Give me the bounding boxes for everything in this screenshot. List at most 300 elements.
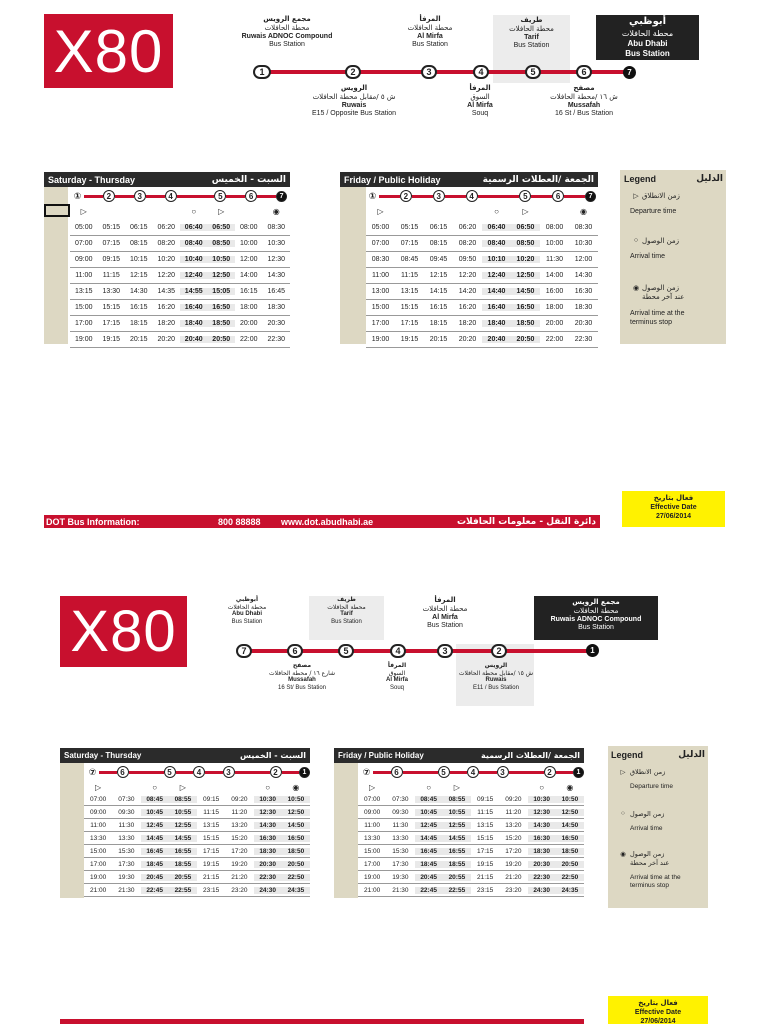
- stop-circle-5: 5: [525, 65, 541, 79]
- footer-bar-2: [60, 1019, 584, 1024]
- time-cell: 20:50: [511, 336, 540, 343]
- departure-icon: ▷: [620, 769, 626, 776]
- time-cell: 13:30: [392, 834, 409, 842]
- mini-stop: 1: [299, 767, 310, 778]
- stop-circle-1: 1: [253, 65, 271, 79]
- time-cell: 18:40: [482, 320, 511, 327]
- stop-circle-6: 6: [576, 65, 592, 79]
- time-cell: 16:30: [254, 835, 282, 842]
- stop-label-tarif: طريف محطة الحافلات Tarif Bus Station: [493, 15, 570, 83]
- time-cell: 10:30: [267, 240, 286, 247]
- time-cell: 20:45: [415, 874, 443, 881]
- table-row: [84, 845, 310, 858]
- legend-2: [608, 746, 708, 908]
- stop-circle-3: 3: [421, 65, 437, 79]
- time-cell: 10:50: [556, 796, 584, 803]
- legend-item-arrival: ○ زمن الوصول Arrival time: [616, 810, 664, 834]
- time-cell: 13:20: [231, 821, 248, 829]
- timetable-friday-holiday-2: [334, 748, 584, 898]
- time-cell: 08:30: [574, 224, 593, 231]
- table-row: [358, 884, 584, 897]
- table-row: [366, 332, 598, 348]
- time-cell: 21:00: [363, 886, 381, 894]
- time-cell: 16:20: [458, 304, 477, 311]
- time-cell: 19:15: [400, 336, 419, 343]
- legend-item-terminus: ◉ زمن الوصول عند آخر محطة Arrival time at the terminus stop: [630, 284, 685, 327]
- mini-stop: 5: [214, 190, 226, 202]
- time-cell: 13:30: [89, 834, 107, 842]
- mini-stop: 1: [573, 767, 584, 778]
- time-cell: 23:15: [476, 886, 494, 894]
- time-cell: 06:20: [458, 224, 477, 231]
- time-cell: 14:20: [458, 288, 477, 295]
- time-cell: 21:20: [231, 873, 248, 881]
- table-row: [358, 793, 584, 806]
- time-cell: 14:50: [556, 822, 584, 829]
- time-cell: 20:15: [429, 336, 448, 343]
- time-cell: 20:30: [254, 861, 282, 868]
- time-cell: 10:15: [129, 256, 148, 263]
- time-cell: 12:50: [282, 809, 310, 816]
- time-cell: 10:30: [528, 796, 556, 803]
- time-cell: 06:20: [157, 224, 176, 231]
- time-cell: 16:40: [180, 304, 208, 311]
- time-cell: 12:50: [208, 272, 236, 279]
- stop-label-ruwais-adnoc: مجمع الرويس محطة الحافلات Ruwais ADNOC Compound Bus Station: [241, 15, 333, 49]
- table-row: [366, 268, 598, 284]
- time-cell: 24:30: [528, 887, 556, 894]
- legend-item-departure: ▷ زمن الانطلاق Departure time: [630, 192, 680, 216]
- time-cell: 05:00: [74, 224, 93, 231]
- time-cell: 14:55: [443, 835, 471, 842]
- time-cell: 09:30: [392, 808, 409, 816]
- mini-stop: 3: [433, 190, 445, 202]
- footer-phone: 800 88888: [218, 516, 261, 527]
- time-cell: 22:50: [282, 874, 310, 881]
- time-cell: 18:20: [458, 320, 477, 327]
- time-cell: 18:50: [282, 848, 310, 855]
- time-cell: 06:50: [208, 224, 236, 231]
- time-cell: 20:20: [157, 336, 176, 343]
- time-cell: 07:30: [392, 795, 409, 803]
- table-row: [84, 858, 310, 871]
- time-cell: 08:30: [267, 224, 286, 231]
- timetable-header: Saturday - Thursday السبت - الخميس: [44, 172, 290, 187]
- timetable-friday-holiday: [340, 172, 598, 344]
- stop-circle-4-2: 4: [390, 644, 406, 658]
- time-cell: 17:30: [118, 860, 135, 868]
- timetable-rows: [366, 220, 598, 348]
- route-line: [262, 70, 630, 74]
- time-cell: 22:50: [556, 874, 584, 881]
- time-cell: 18:15: [129, 320, 148, 327]
- time-cell: 17:15: [102, 320, 121, 327]
- table-row: [70, 332, 290, 348]
- stop-label-ruwais-2: الرويس ش ١٥ /مقابل محطة الحافلات Ruwais E11 / Bus Station: [458, 662, 534, 691]
- time-cell: 08:00: [545, 224, 564, 231]
- legend-title-ar: الدليل: [696, 174, 723, 184]
- stop-circle-4: 4: [473, 65, 489, 79]
- time-cell: 17:20: [231, 847, 248, 855]
- time-cell: 09:15: [102, 256, 121, 263]
- time-cell: 14:50: [282, 822, 310, 829]
- arrival-icon: ○: [621, 810, 625, 817]
- stop-sequence: [71, 189, 287, 203]
- table-row: [366, 300, 598, 316]
- time-cell: 08:55: [443, 796, 471, 803]
- time-cell: 23:20: [231, 886, 248, 894]
- footer-bar: [44, 515, 600, 528]
- timetable-rows: [358, 793, 584, 897]
- time-cell: 08:20: [458, 240, 477, 247]
- time-cell: 10:10: [482, 256, 511, 263]
- legend-item-terminus: ◉ زمن الوصول عند آخر محطة Arrival time at the terminus stop: [616, 850, 681, 891]
- time-cell: 16:30: [574, 288, 593, 295]
- time-cell: 09:00: [363, 808, 381, 816]
- mini-stop: 5: [164, 766, 176, 778]
- mini-stop: ①: [73, 190, 82, 201]
- time-cell: 20:50: [556, 861, 584, 868]
- stop-circle-7-2: 7: [236, 644, 252, 658]
- stop-label-mirfa-souq-2: المرفأ السوق Al Mirfa Souq: [385, 662, 408, 691]
- time-cell: 11:00: [364, 821, 381, 829]
- time-cell: 18:45: [415, 861, 443, 868]
- time-cell: 05:15: [102, 224, 121, 231]
- time-cell: 17:15: [202, 847, 220, 855]
- time-cell: 19:00: [74, 336, 93, 343]
- table-row: [366, 220, 598, 236]
- time-cell: 12:20: [157, 272, 176, 279]
- time-cell: 15:30: [392, 847, 409, 855]
- time-cell: 13:15: [202, 821, 220, 829]
- time-cell: 06:50: [511, 224, 540, 231]
- time-cell: 15:15: [400, 304, 419, 311]
- time-cell: 09:50: [458, 256, 477, 263]
- time-cell: 10:20: [157, 256, 176, 263]
- time-cell: 14:45: [415, 835, 443, 842]
- time-cell: 07:30: [118, 795, 135, 803]
- timetable-saturday-thursday: [44, 172, 290, 344]
- table-row: [366, 284, 598, 300]
- time-cell: 08:55: [169, 796, 197, 803]
- mini-stop: 2: [270, 766, 282, 778]
- table-row: [358, 871, 584, 884]
- mini-stop: 6: [117, 766, 129, 778]
- time-cell: 10:55: [169, 809, 197, 816]
- time-cell: 15:15: [202, 834, 220, 842]
- time-cell: 11:20: [505, 808, 522, 816]
- time-cell: 08:15: [429, 240, 448, 247]
- table-row: [84, 884, 310, 897]
- time-cell: 15:00: [74, 304, 93, 311]
- time-cell: 14:45: [141, 835, 169, 842]
- time-cell: 18:50: [556, 848, 584, 855]
- table-row: [84, 819, 310, 832]
- terminus-icon: ◉: [632, 285, 640, 292]
- time-cell: 11:30: [118, 821, 135, 829]
- stop-label-ruwais: الرويس ش ٥ /مقابل محطة الحافلات Ruwais E15 / Opposite Bus Station: [311, 84, 397, 118]
- stop-circle-2-2: 2: [491, 644, 507, 658]
- time-cell: 12:45: [141, 822, 169, 829]
- time-cell: 06:40: [180, 224, 208, 231]
- time-cell: 14:00: [239, 272, 258, 279]
- time-cell: 09:45: [429, 256, 448, 263]
- timetable-header: Saturday - Thursday السبت - الخميس: [60, 748, 310, 763]
- time-cell: 20:00: [239, 320, 258, 327]
- time-cell: 09:20: [505, 795, 522, 803]
- time-cell: 15:30: [118, 847, 135, 855]
- time-cell: 13:15: [74, 288, 93, 295]
- time-cell: 19:15: [202, 860, 220, 868]
- time-cell: 08:45: [141, 796, 169, 803]
- stop-label-ruwais-adnoc-2: مجمع الرويس محطة الحافلات Ruwais ADNOC Compound Bus Station: [534, 596, 658, 640]
- mini-stop: 2: [103, 190, 115, 202]
- arrival-icon: ○: [633, 237, 639, 244]
- stop-label-abu-dhabi: أبوظبي محطة الحافلات Abu Dhabi Bus Station: [596, 15, 699, 60]
- time-cell: 22:55: [443, 887, 471, 894]
- time-cell: 11:30: [392, 821, 409, 829]
- time-cell: 10:30: [254, 796, 282, 803]
- time-cell: 07:00: [89, 795, 107, 803]
- time-cell: 22:30: [254, 874, 282, 881]
- time-cell: 18:00: [545, 304, 564, 311]
- time-cell: 20:30: [267, 320, 286, 327]
- table-row: [70, 220, 290, 236]
- time-cell: 13:30: [118, 834, 135, 842]
- time-cell: 21:20: [505, 873, 522, 881]
- time-cell: 16:40: [482, 304, 511, 311]
- time-cell: 08:45: [400, 256, 419, 263]
- time-cell: 08:45: [415, 796, 443, 803]
- time-cell: 15:00: [89, 847, 107, 855]
- stop-circle-5-2: 5: [338, 644, 354, 658]
- time-cell: 18:45: [141, 861, 169, 868]
- time-cell: 21:15: [476, 873, 494, 881]
- time-cell: 17:00: [363, 860, 381, 868]
- time-cell: 22:45: [141, 887, 169, 894]
- footer-url: www.dot.abudhabi.ae: [281, 516, 374, 527]
- time-cell: 08:40: [482, 240, 511, 247]
- time-cell: 11:00: [75, 272, 93, 279]
- time-cell: 13:20: [505, 821, 522, 829]
- mini-stop: 7: [276, 191, 287, 202]
- time-cell: 20:30: [574, 320, 593, 327]
- table-row: [70, 268, 290, 284]
- time-cell: 11:30: [546, 256, 563, 263]
- time-cell: 14:15: [429, 288, 448, 295]
- stop-circle-6-2: 6: [287, 644, 303, 658]
- time-cell: 06:15: [129, 224, 148, 231]
- mini-stop: 2: [400, 190, 412, 202]
- departure-icon: ▷: [633, 193, 639, 200]
- time-cell: 07:15: [102, 240, 121, 247]
- route-badge: X80: [44, 14, 173, 88]
- time-cell: 18:40: [180, 320, 208, 327]
- terminus-icon: ◉: [620, 851, 626, 858]
- time-cell: 24:35: [556, 887, 584, 894]
- time-cell: 12:30: [254, 809, 282, 816]
- time-cell: 12:50: [511, 272, 540, 279]
- legend-item-arrival: ○ زمن الوصول Arrival time: [630, 237, 680, 261]
- legend-title-ar: الدليل: [678, 750, 705, 760]
- legend-title: Legend: [611, 750, 644, 760]
- time-cell: 20:20: [458, 336, 477, 343]
- time-cell: 13:15: [476, 821, 494, 829]
- stop-label-al-mirfa-2: المرفأ محطة الحافلات Al Mirfa Bus Station: [422, 596, 468, 630]
- time-cell: 15:00: [363, 847, 381, 855]
- time-cell: 23:15: [202, 886, 220, 894]
- time-cell: 08:20: [157, 240, 176, 247]
- mini-stop: 3: [497, 766, 509, 778]
- effective-date-box-2: فعال بتاريخ Effective Date 27/06/2014: [608, 996, 708, 1024]
- symbol-row: ▷ ○ ▷ ◉: [377, 207, 587, 216]
- time-cell: 20:40: [482, 336, 511, 343]
- time-cell: 18:00: [239, 304, 258, 311]
- time-cell: 23:20: [505, 886, 522, 894]
- mini-stop: ①: [368, 190, 377, 201]
- time-cell: 18:55: [443, 861, 471, 868]
- time-cell: 14:30: [129, 288, 148, 295]
- time-cell: 16:45: [141, 848, 169, 855]
- time-cell: 14:55: [180, 288, 208, 295]
- time-cell: 18:55: [169, 861, 197, 868]
- time-cell: 12:55: [169, 822, 197, 829]
- time-cell: 12:40: [482, 272, 511, 279]
- timetable-rows: [84, 793, 310, 897]
- mini-stop: 5: [438, 766, 450, 778]
- timetable-saturday-thursday-2: [60, 748, 310, 898]
- time-cell: 20:50: [282, 861, 310, 868]
- time-cell: 15:05: [208, 288, 236, 295]
- table-row: [70, 236, 290, 252]
- time-cell: 16:55: [443, 848, 471, 855]
- time-cell: 21:00: [89, 886, 107, 894]
- symbol-row: ▷ ○ ▷ ○ ◉: [369, 783, 574, 792]
- time-cell: 10:45: [415, 809, 443, 816]
- time-cell: 19:15: [476, 860, 494, 868]
- time-cell: 09:00: [74, 256, 93, 263]
- time-cell: 24:30: [254, 887, 282, 894]
- time-cell: 16:15: [429, 304, 448, 311]
- time-cell: 12:00: [239, 256, 258, 263]
- time-cell: 16:15: [239, 288, 258, 295]
- time-cell: 09:30: [118, 808, 135, 816]
- time-cell: 14:00: [545, 272, 564, 279]
- time-cell: 16:20: [157, 304, 176, 311]
- stop-label-mussafah: مصفح ش ١٦ /محطة الحافلات Mussafah 16 St / Bus Station: [550, 84, 618, 118]
- time-cell: 20:15: [129, 336, 148, 343]
- symbol-row: ▷ ○ ▷ ◉: [80, 207, 280, 216]
- time-cell: 19:30: [392, 873, 409, 881]
- time-cell: 12:50: [556, 809, 584, 816]
- time-cell: 12:40: [180, 272, 208, 279]
- time-cell: 08:40: [180, 240, 208, 247]
- time-cell: 20:30: [528, 861, 556, 868]
- time-cell: 16:50: [511, 304, 540, 311]
- time-cell: 17:20: [505, 847, 522, 855]
- time-cell: 18:20: [157, 320, 176, 327]
- table-row: [70, 252, 290, 268]
- footer-ar: دائرة النقل - معلومات الحافلات: [457, 516, 596, 527]
- time-cell: 14:30: [254, 822, 282, 829]
- table-row: [358, 832, 584, 845]
- table-row: [358, 819, 584, 832]
- time-cell: 18:50: [208, 320, 236, 327]
- stop-sequence: [86, 765, 310, 779]
- time-cell: 10:45: [141, 809, 169, 816]
- time-cell: 16:45: [415, 848, 443, 855]
- symbol-row: ▷ ○ ▷ ○ ◉: [95, 783, 300, 792]
- time-cell: 12:20: [458, 272, 477, 279]
- time-cell: 20:45: [141, 874, 169, 881]
- time-cell: 08:50: [208, 240, 236, 247]
- time-cell: 18:30: [528, 848, 556, 855]
- time-cell: 16:55: [169, 848, 197, 855]
- mini-stop: 4: [165, 190, 177, 202]
- timetable-header: Friday / Public Holiday الجمعة /العطلات الرسمية: [340, 172, 598, 187]
- table-row: [70, 284, 290, 300]
- legend-title: Legend: [624, 174, 657, 184]
- time-cell: 14:55: [169, 835, 197, 842]
- time-cell: 16:50: [556, 835, 584, 842]
- table-row: [358, 806, 584, 819]
- time-cell: 13:30: [102, 288, 121, 295]
- time-cell: 15:00: [371, 304, 390, 311]
- mini-stop: 3: [223, 766, 235, 778]
- time-cell: 17:00: [371, 320, 390, 327]
- time-cell: 18:15: [429, 320, 448, 327]
- stop-sequence: [366, 189, 596, 203]
- time-cell: 15:20: [505, 834, 522, 842]
- mini-stop: 6: [391, 766, 403, 778]
- stop-circle-2: 2: [345, 65, 361, 79]
- time-cell: 12:30: [267, 256, 286, 263]
- time-cell: 21:30: [392, 886, 409, 894]
- time-cell: 12:00: [574, 256, 593, 263]
- time-cell: 12:55: [443, 822, 471, 829]
- time-cell: 11:15: [102, 272, 120, 279]
- time-cell: 14:30: [574, 272, 593, 279]
- time-cell: 15:15: [102, 304, 121, 311]
- time-cell: 07:00: [371, 240, 390, 247]
- mini-stop: ⑦: [88, 766, 97, 777]
- time-cell: 17:00: [74, 320, 93, 327]
- time-cell: 12:15: [129, 272, 148, 279]
- time-cell: 19:20: [505, 860, 522, 868]
- time-cell: 12:15: [429, 272, 448, 279]
- table-row: [366, 236, 598, 252]
- mini-stop: 5: [519, 190, 531, 202]
- stop-circle-1-2: 1: [586, 644, 599, 657]
- time-cell: 18:30: [254, 848, 282, 855]
- mini-stop: 2: [544, 766, 556, 778]
- time-cell: 17:30: [392, 860, 409, 868]
- time-cell: 20:55: [443, 874, 471, 881]
- time-cell: 11:15: [203, 808, 220, 816]
- time-cell: 16:15: [129, 304, 148, 311]
- table-row: [70, 316, 290, 332]
- timetable-header: Friday / Public Holiday الجمعة /العطلات الرسمية: [334, 748, 584, 763]
- time-cell: 22:00: [239, 336, 258, 343]
- time-cell: 10:50: [208, 256, 236, 263]
- route-badge-2: X80: [60, 596, 187, 667]
- table-row: [84, 832, 310, 845]
- time-cell: 22:45: [415, 887, 443, 894]
- time-cell: 17:15: [476, 847, 494, 855]
- time-cell: 09:00: [89, 808, 107, 816]
- time-cell: 14:30: [267, 272, 286, 279]
- time-cell: 13:00: [371, 288, 390, 295]
